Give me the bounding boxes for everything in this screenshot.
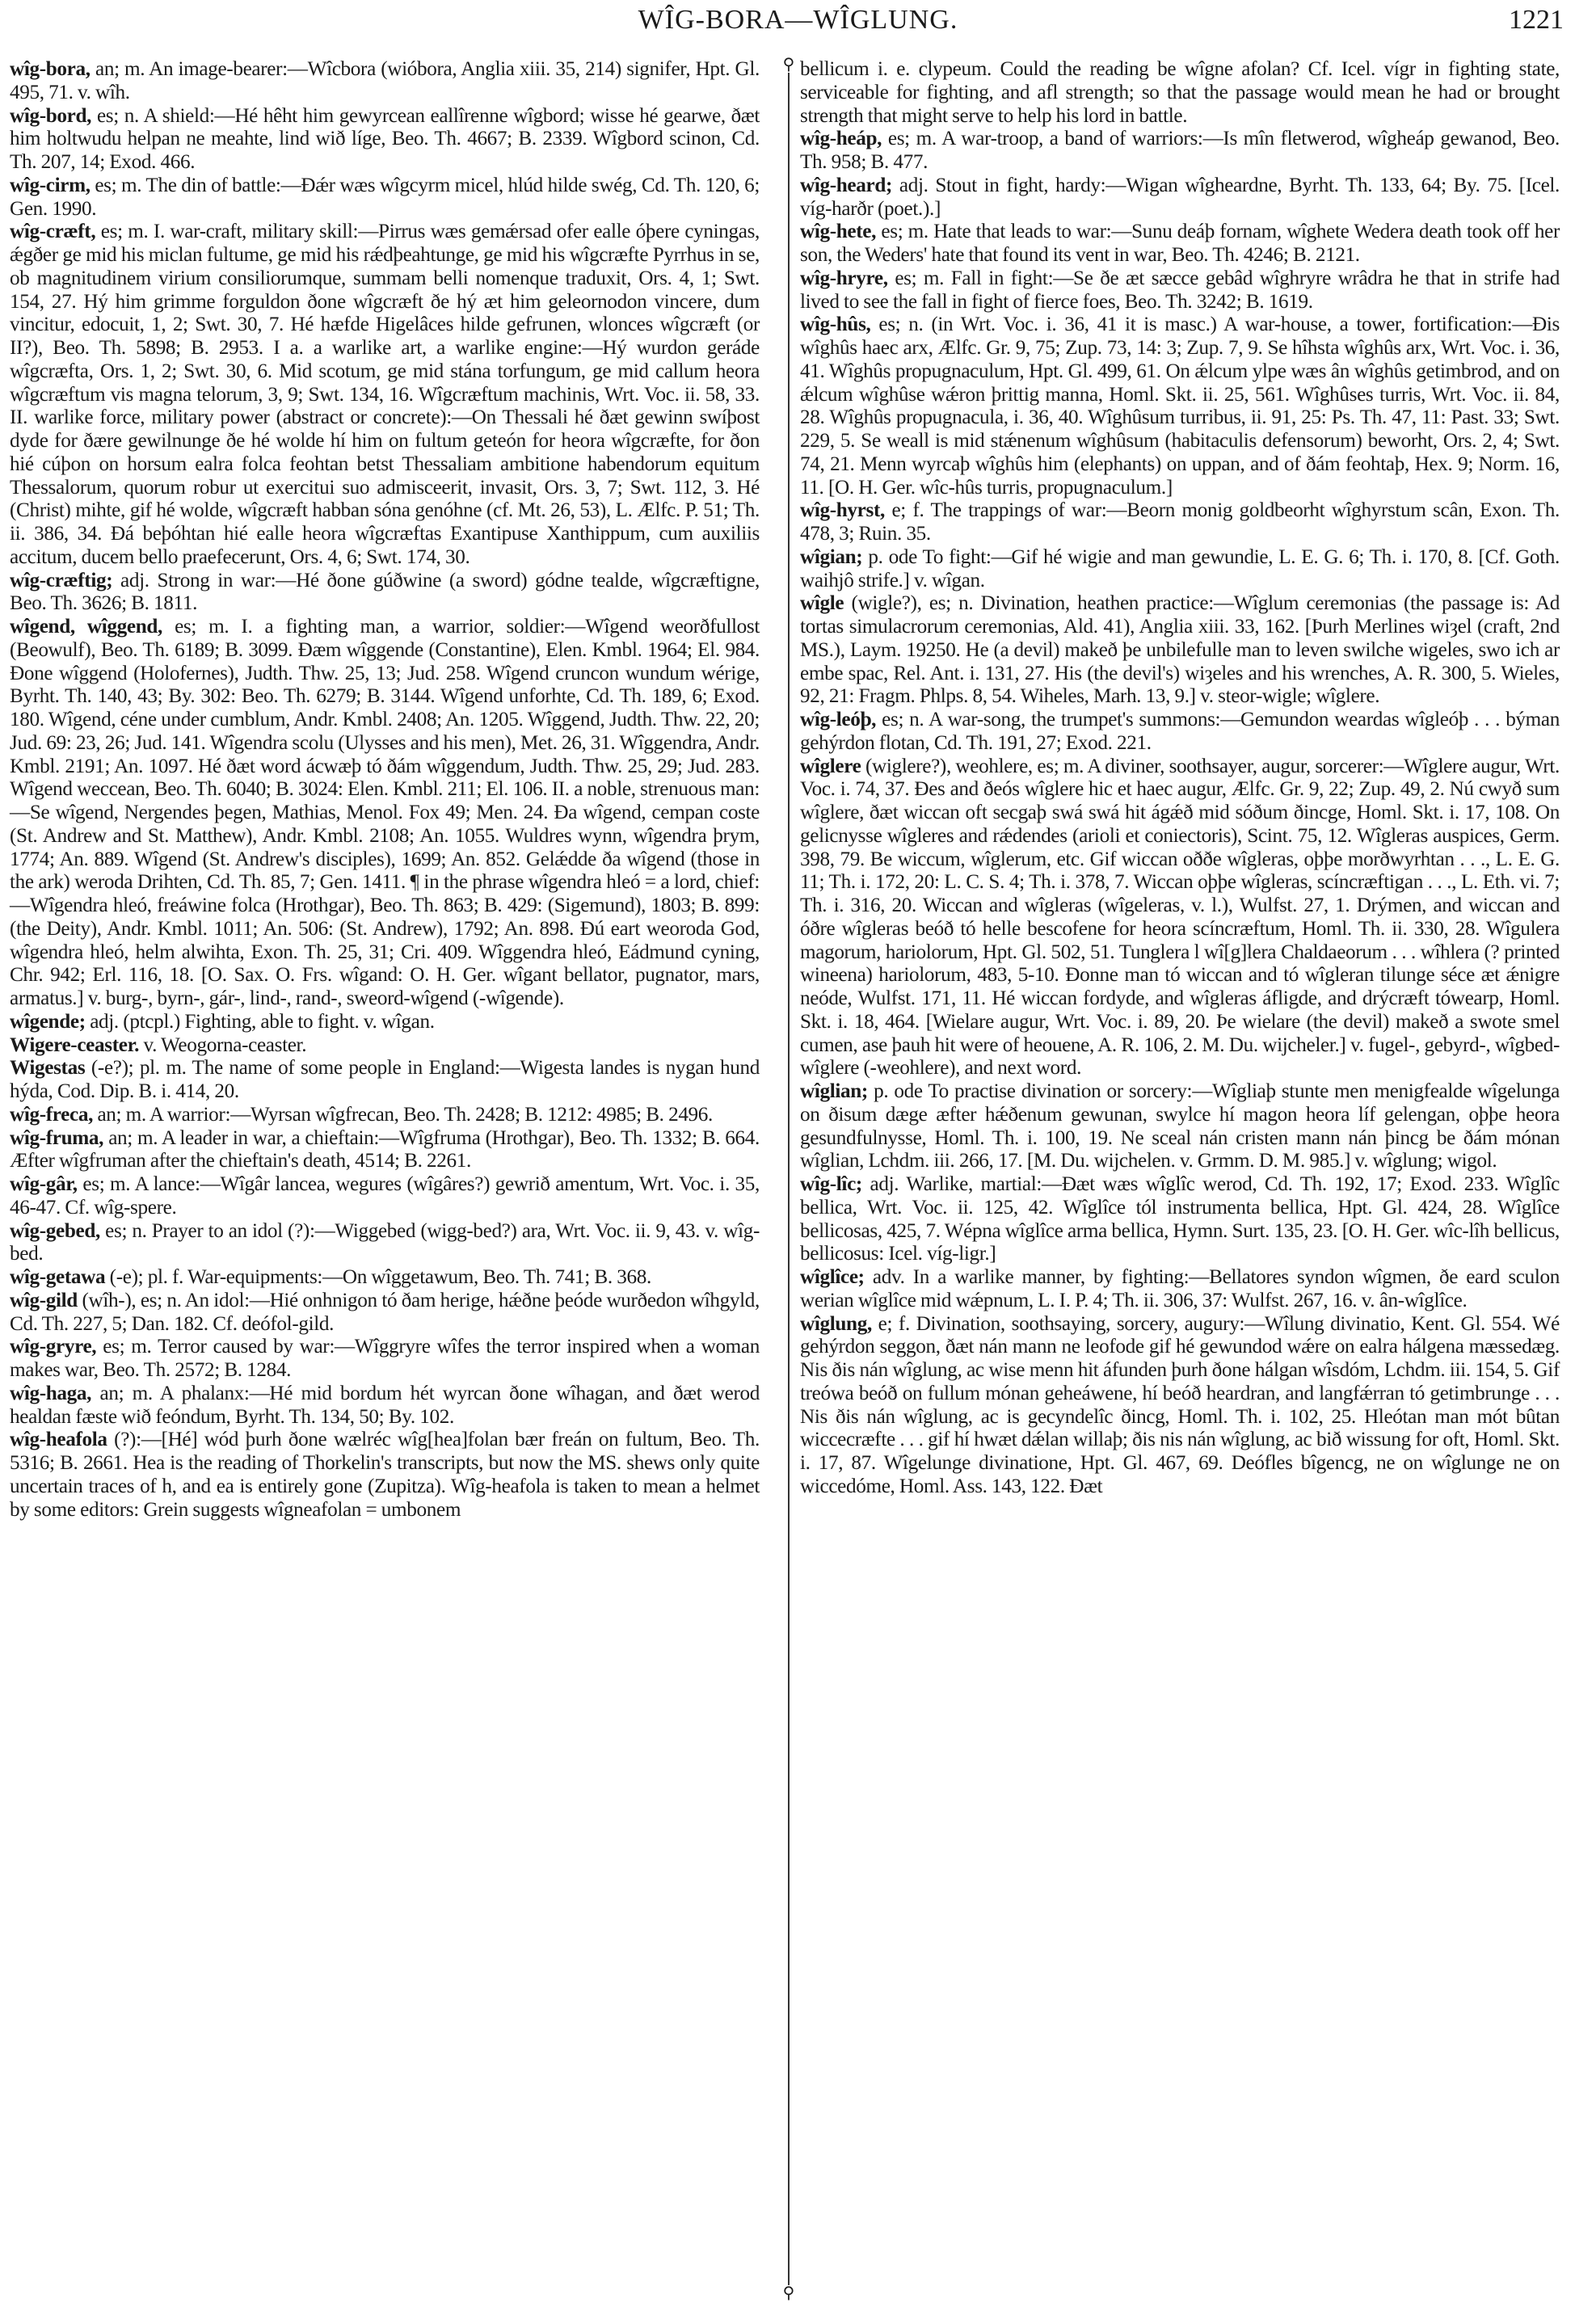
headword: wîg-heard;	[800, 174, 893, 196]
entry-body: (wigle?), es; n. Divination, heathen practice:—Wîglum ceremonias (the passage is: Ad tortas simulacrorum ceremonias, Ald. 41), Anglia xiii. 33, 162. [Þurh Merlines wiȝel (craft, 2nd MS.), Laym. 19250. He (a devil) makeð þe unbilefulle man to leven swilche wigeles, swo ich ar embe spac, Rel. Ant. i. 131, 27. His (the devil's) wiȝeles and his wrenches, A. R. 300, 5. Wieles, 92, 21: Fragm. Phlps. 8, 54. Wiheles, Marh. 13, 9.] v. steor-wigle; wîglere.	[800, 592, 1560, 708]
entry-body: (wîh-), es; n. An idol:—Hié onhnigon tó ðam herige, hǽðne þeóde wurðedon wîhgyld, Cd. Th. 227, 5; Dan. 182. Cf. deófol-gild.	[10, 1289, 760, 1335]
entry-body: e; f. The trappings of war:—Beorn monig goldbeorht wîghyrstum scân, Exon. Th. 478, 3; Ruin. 35.	[800, 499, 1560, 545]
headword: wîgian;	[800, 545, 863, 568]
entry-body: v. Weogorna-ceaster.	[139, 1033, 307, 1056]
headword: wîg-lîc;	[800, 1173, 862, 1195]
entry-body: (-e?); pl. m. The name of some people in England:—Wigesta landes is nygan hund hýda, Cod. Dip. B. i. 414, 20.	[10, 1057, 760, 1102]
headword: wîgle	[800, 592, 844, 615]
dictionary-entry	[800, 592, 1560, 709]
entry-body: es; n. A shield:—Hé hêht him gewyrcean eallîrenne wîgbord; wisse hé gearwe, ðæt him holtwudu helpan ne meahte, lind wið líge, Beo. Th. 4667; B. 2339. Wîgbord scinon, Cd. Th. 207, 14; Exod. 466.	[10, 104, 760, 173]
headword: wîg-bord,	[10, 104, 92, 127]
entry-body: p. ode To fight:—Gif hé wigie and man gewundie, L. E. G. 6; Th. i. 170, 8. [Cf. Goth. waihjô strife.] v. wîgan.	[800, 545, 1560, 591]
dictionary-entry	[10, 1336, 760, 1383]
dictionary-entry	[800, 221, 1560, 267]
entry-body: an; m. A warrior:—Wyrsan wîgfrecan, Beo. Th. 2428; B. 1212: 4985; B. 2496.	[93, 1103, 713, 1126]
headword: wîg-heáp,	[800, 128, 882, 150]
entry-body: bellicum i. e. clypeum. Could the reading be wîgne afolan? Cf. Icel. vígr in fighting state, serviceable for fighting, and afl strength; so that the passage would mean he had or brought strength that might serve to help his lord in battle.	[800, 58, 1560, 127]
headword: wîg-gebed,	[10, 1219, 100, 1242]
headword: wîg-fruma,	[10, 1126, 104, 1149]
dictionary-entry	[10, 1290, 760, 1337]
headword: wîgend, wîggend,	[10, 616, 162, 638]
page-header	[0, 5, 1596, 45]
dictionary-entry	[10, 58, 760, 105]
dictionary-entry	[800, 128, 1560, 175]
headword: wîg-cræft,	[10, 221, 96, 243]
entry-body: es; m. Fall in fight:—Se ðe æt sæcce gebâd wîghryre wrâdra he that in strife had lived to see the fall in fight of fierce foes, Beo. Th. 3242; B. 1619.	[800, 267, 1560, 313]
dictionary-entry	[10, 221, 760, 569]
entry-body: adj. (ptcpl.) Fighting, able to fight. v. wîgan.	[85, 1010, 435, 1033]
headword: wîg-haga,	[10, 1382, 92, 1404]
dictionary-entry	[10, 1220, 760, 1267]
dictionary-entry	[10, 616, 760, 1011]
entry-body: an; m. A phalanx:—Hé mid bordum hét wyrcan ðone wîhagan, and ðæt werod healdan fæste wið feóndum, Byrht. Th. 134, 50; By. 102.	[10, 1382, 760, 1428]
divider-bottom-ornament-icon: ⚲	[781, 2285, 797, 2301]
headword: wîg-hûs,	[800, 314, 871, 336]
dictionary-entry	[800, 58, 1560, 128]
dictionary-entry	[800, 314, 1560, 499]
dictionary-entry	[10, 105, 760, 175]
headword: wîg-hyrst,	[800, 499, 885, 522]
entry-body: es; m. A lance:—Wîgâr lancea, wegures (wîgâres?) gewrið amentum, Wrt. Voc. i. 35, 46-47. Cf. wîg-spere.	[10, 1173, 760, 1219]
headword: Wigere-ceaster.	[10, 1033, 140, 1056]
dictionary-entry	[800, 1080, 1560, 1173]
dictionary-entry	[10, 570, 760, 617]
dictionary-entry	[10, 1266, 760, 1290]
entry-body: es; n. (in Wrt. Voc. i. 36, 41 it is masc.) A war-house, a tower, fortification:—Ðis wîghûs haec arx, Ælfc. Gr. 9, 75; Zup. 73, 14: 3; Zup. 7, 9. Se hîhsta wîghûs arx, Wrt. Voc. i. 36, 41. Wîghûs propugnaculum, Hpt. Gl. 499, 61. On ǽlcum ylpe wæs ân wîghûs getimbrod, and on ǽlcum wîghûse wǽron þrittig manna, Homl. Skt. ii. 25, 561. Wîghûses turris, Wrt. Voc. ii. 84, 28. Wîghûs propugnacula, i. 36, 40. Wîghûsum turribus, ii. 91, 25: Ps. Th. 47, 11: Past. 33; Swt. 229, 5. Se weall is mid stǽnenum wîghûsum (habitaculis defensorum) beworht, Ors. 2, 4; Swt. 74, 21. Menn wyrcaþ wîghûs him (elephants) on uppan, and of ðám feohtaþ, Hex. 9; Norm. 16, 11. [O. H. Ger. wîc-hûs turris, propugnaculum.]	[800, 314, 1560, 499]
dictionary-entry	[800, 1173, 1560, 1266]
dictionary-entry	[10, 1383, 760, 1429]
entry-body: es; m. A war-troop, a band of warriors:—Is mîn fletwerod, wîgheáp gewanod, Beo. Th. 958; B. 477.	[800, 128, 1560, 173]
headword: wîg-cirm,	[10, 174, 91, 196]
headword: wîg-gryre,	[10, 1336, 97, 1358]
headword: wîg-freca,	[10, 1103, 94, 1126]
entry-body: es; m. I. a fighting man, a warrior, soldier:—Wîgend weorðfullost (Beowulf), Beo. Th. 6189; B. 3099. Ðæm wîggende (Constantine), Elen. Kmbl. 1964; El. 984. Ðone wîggend (Holofernes), Judth. Thw. 25, 13; Jud. 258. Wîgend cruncon wundum wérige, Byrht. Th. 140, 43; By. 302: Beo. Th. 6279; B. 3144. Wîgend unforhte, Cd. Th. 189, 6; Exod. 180. Wîgend, céne under cumblum, Andr. Kmbl. 2408; An. 1205. Wîggend, Judth. Thw. 22, 20; Jud. 69: 23, 26; Jud. 141. Wîgendra scolu (Ulysses and his men), Met. 26, 31. Wîggendra, Andr. Kmbl. 2191; An. 1097. Hé ðæt word ácwæþ tó ðám wîggendum, Judth. Thw. 25, 29; Jud. 283. Wîgend weccean, Beo. Th. 6040; B. 3024: Elen. Kmbl. 211; El. 106. II. a noble, strenuous man:—Se wîgend, Nergendes þegen, Mathias, Menol. Fox 49; Men. 24. Ða wîgend, cempan coste (St. Andrew and St. Matthew), Andr. Kmbl. 2108; An. 1055. Wuldres wynn, wîgendra þrym, 1774; An. 889. Wîgend (St. Andrew's disciples), 1699; An. 852. Gelǽdde ða wîgend (those in the ark) weroda Drihten, Cd. Th. 85, 7; Gen. 1411. ¶ in the phrase wîgendra hleó = a lord, chief:—Wîgendra hleó, freáwine folca (Hrothgar), Beo. Th. 863; B. 429: (Sigemund), 1803; B. 899: (the Deity), Andr. Kmbl. 1011; An. 506: (St. Andrew), 1792; An. 898. Ðú eart weoroda God, wîgendra hleó, helm alwihta, Exon. Th. 25, 31; Cri. 409. Wîggendra hleó, Eádmund cyning, Chr. 942; Erl. 116, 18. [O. Sax. O. Frs. wîgand: O. H. Ger. wîgant bellator, pugnator, mars, armatus.] v. burg-, byrn-, gár-, lind-, rand-, sweord-wîgend (-wîgende).	[10, 616, 760, 1009]
dictionary-entry	[800, 546, 1560, 593]
dictionary-entry	[10, 1104, 760, 1127]
entry-body: an; m. A leader in war, a chieftain:—Wîgfruma (Hrothgar), Beo. Th. 1332; B. 664. Æfter wîgfruman after the chieftain's death, 4514; B. 2261.	[10, 1126, 760, 1172]
entry-body: (-e); pl. f. War-equipments:—On wîggetawum, Beo. Th. 741; B. 368.	[105, 1266, 651, 1288]
page-number: 1221	[1509, 5, 1564, 35]
headword: wîg-bora,	[10, 58, 91, 80]
dictionary-entry	[800, 1266, 1560, 1313]
headword: wîg-heafola	[10, 1429, 107, 1451]
left-column	[10, 58, 760, 1522]
headword: wîg-hryre,	[800, 267, 888, 289]
dictionary-entry	[10, 175, 760, 221]
entry-body: es; m. The din of battle:—Ðǽr wæs wîgcyrm micel, hlúd hilde swég, Cd. Th. 120, 6; Gen. 1990.	[10, 174, 760, 220]
entry-body: an; m. An image-bearer:—Wîcbora (wióbora, Anglia xiii. 35, 214) signifer, Hpt. Gl. 495, 71. v. wîh.	[10, 58, 760, 103]
entry-body: adj. Stout in fight, hardy:—Wigan wîgheardne, Byrht. Th. 133, 64; By. 75. [Icel. víg-harðr (poet.).]	[800, 174, 1560, 220]
headword: wîglere	[800, 755, 861, 777]
entry-body: es; m. I. war-craft, military skill:—Pirrus wæs gemǽrsad ofer ealle óþere cyningas, ǽgðer ge mid his miclan fultume, ge mid his rǽdþeahtunge, ge mid his wîgcræfte Pyrrhus in se, ob magnitudinem virium consiliorumque, summam belli nomenque traduxit, Ors. 4, 1; Swt. 154, 27. Hý him grimme forguldon ðone wîgcræft ðe hý æt him geleornodon vincere, dum vincitur, edocuit, 1, 2; Swt. 30, 7. Hé hæfde Higelâces hilde gefrunen, wlonces wîgcræft (or II?), Beo. Th. 5898; B. 2953. I a. a warlike art, a warlike engine:—Hý wurdon geráde wîgcræfta, Ors. 1, 2; Swt. 30, 6. Mid scotum, ge mid stána torfungum, ge mid callum heora wîgcræftum vis magna telorum, 3, 9; Swt. 134, 16. Wîgcræftum machinis, Wrt. Voc. ii. 58, 33. II. warlike force, military power (abstract or concrete):—On Thessali hé ðæt gewinn swíþost dyde for ðære gewilnunge ðe hé wolde hí him on fultum geteón for heora wîgcræfte, for ðon hié cúþon on horsum ealra folca feohtan betst Thessaliam ambitione habendorum equitum Thessalorum, quorum robur ut exercitui suo admisceerit, invasit, Ors. 3, 7; Swt. 112, 3. Hé (Christ) mihte, gif hé wolde, wîgcræft habban sóna genóhne (cf. Mt. 26, 53), L. Ælfc. P. 51; Th. ii. 386, 34. Ðá beþóhtan hié ealle heora wîgcræftas Exantipuse Xanthippum, cum auxiliis accitum, ducem bello praefecerunt, Ors. 4, 6; Swt. 174, 30.	[10, 221, 760, 568]
entry-body: (?):—[Hé] wód þurh ðone wælréc wîg[hea]folan bær freán on fultum, Beo. Th. 5316; B. 2661. Hea is the reading of Thorkelin's transcripts, but now the MS. shews only quite uncertain traces of h, and ea is entirely gone (Zupitza). Wîg-heafola is taken to mean a helmet by some editors: Grein suggests wîgneafolan = umbonem	[10, 1429, 760, 1521]
headword: wîg-gâr,	[10, 1173, 78, 1195]
headword: wîg-leóþ,	[800, 709, 877, 730]
headword: wîg-hete,	[800, 221, 877, 243]
headword: wîglian;	[800, 1080, 868, 1102]
entry-body: es; n. A war-song, the trumpet's summons:—Gemundon weardas wîgleóþ . . . býman gehýrdon flotan, Cd. Th. 191, 27; Exod. 221.	[800, 709, 1560, 754]
dictionary-entry	[800, 175, 1560, 221]
entry-body: e; f. Divination, soothsaying, sorcery, augury:—Wîlung divinatio, Kent. Gl. 554. Wé gehýrdon seggon, ðæt nán mann ne leofode gif hé gewundod wǽre on ealra hálgena mæssedæg. Nis ðis nán wîglung, ac wise menn hit áfunden þurh ðone hálgan wîsdóm, Lchdm. iii. 154, 5. Gif treówa beóð on fullum mónan geheáwene, hí beóð heardran, and langfǽrran tó getimbrunge . . . Nis ðis nán wîglung, ac is gecyndelîc ðincg, Homl. Th. i. 102, 25. Hleótan man mót bûtan wiccecræfte . . . gif hí hwæt dǽlan willaþ; ðis nis nán wîglung, ac bið wissung for oft, Homl. Skt. i. 17, 87. Wîgelunge divinatione, Hpt. Gl. 467, 69. Deófles bîgencg, ne on wîglunge ne on wiccedóme, Homl. Ass. 143, 122. Ðæt	[800, 1312, 1560, 1497]
headword: wîg-gild	[10, 1289, 78, 1311]
headword: Wigestas	[10, 1057, 86, 1080]
dictionary-entry	[10, 1034, 760, 1058]
headword: wîglung,	[800, 1312, 872, 1335]
dictionary-entry	[800, 499, 1560, 546]
dictionary-entry	[10, 1429, 760, 1522]
entry-body: adj. Strong in war:—Hé ðone gúðwine (a sword) gódne tealde, wîgcræftigne, Beo. Th. 3626; B. 1811.	[10, 569, 760, 615]
headword: wîg-cræftig;	[10, 569, 113, 591]
entry-body: adj. Warlike, martial:—Ðæt wæs wîglîc werod, Cd. Th. 192, 17; Exod. 233. Wîglîc bellica, Wrt. Voc. ii. 125, 42. Wîglîce tól instrumenta bellica, Hpt. Gl. 424, 28. Wîglîce bellicosas, 425, 7. Wépna wîglîce arma bellica, Hymn. Surt. 135, 23. [O. H. Ger. wîc-lîh bellicus, bellicosus: Icel. víg-ligr.]	[800, 1173, 1560, 1265]
entry-body: es; n. Prayer to an idol (?):—Wiggebed (wigg-bed?) ara, Wrt. Voc. ii. 9, 43. v. wîg-bed.	[10, 1219, 760, 1265]
entry-body: (wiglere?), weohlere, es; m. A diviner, soothsayer, augur, sorcerer:—Wîglere augur, Wrt. Voc. i. 74, 37. Ðes and ðeós wîglere hic et haec augur, Ælfc. Gr. 9, 22; Zup. 49, 2. Nú cwyð sum wîglere, ðæt wiccan oft secgaþ swá swá hit ágǽð mid sóðum ðincge, Homl. Skt. i. 17, 108. On gelicnysse wîgleres and rǽdendes (arioli et coniectoris), Scint. 75, 12. Wîgleras auspices, Germ. 398, 79. Be wiccum, wîglerum, etc. Gif wiccan oððe wîgleras, oþþe morðwyrhtan . . ., L. E. G. 11; Th. i. 172, 20: L. C. S. 4; Th. i. 378, 7. Wiccan oþþe wîgleras, scíncræftigan . . ., L. Eth. vi. 7; Th. i. 316, 20. Wiccan and wîgleras (wîgeleras, v. l.), Wulfst. 27, 1. Drýmen, and wiccan and óðre wîgleras beóð tó helle bescofene for heora scíncræftum, Homl. Th. ii. 330, 28. Wîgulera magorum, hariolorum, Hpt. Gl. 502, 51. Tunglera l wî[g]lera Chaldaeorum . . . wîhlera (? printed wineena) hariolorum, 483, 5-10. Ðonne man tó wiccan and tó wîgleran tilunge séce æt ǽnigre neóde, Wulfst. 171, 11. Hé wiccan fordyde, and wîgleras áfligde, and drýcræft tówearp, Homl. Skt. i. 18, 464. [Wielare augur, Wrt. Voc. i. 89, 20. Þe wielare (the devil) makeð a swote smel cumen, ase þauh hit were of heouene, A. R. 106, 2. M. Du. wijcheler.] v. fugel-, gebyrd-, wîgbed-wîglere (-weohlere), and next word.	[800, 755, 1560, 1080]
dictionary-entry	[10, 1173, 760, 1220]
dictionary-entry	[800, 1313, 1560, 1499]
entry-body: es; m. Terror caused by war:—Wîggryre wîfes the terror inspired when a woman makes war, Beo. Th. 2572; B. 1284.	[10, 1336, 760, 1381]
dictionary-entry	[800, 267, 1560, 314]
entry-body: adv. In a warlike manner, by fighting:—Bellatores syndon wîgmen, ðe eard sculon werian wîglîce mid wǽpnum, L. I. P. 4; Th. ii. 306, 37: Wulfst. 267, 16. v. ân-wîglîce.	[800, 1266, 1560, 1311]
column-divider	[788, 65, 790, 2295]
entry-body: p. ode To practise divination or sorcery:—Wîgliaþ stunte men menigfealde wîgelunga on ðisum dæge æfter hǽðenum gewunan, swylce hí magon heora líf gelengan, oþþe heora gesundfulnysse, Homl. Th. i. 100, 19. Ne sceal nán cristen mann nán þincg be ðám mónan wîglian, Lchdm. iii. 266, 17. [M. Du. wijchelen. v. Grmm. D. M. 985.] v. wîglung; wigol.	[800, 1080, 1560, 1172]
headword: wîgende;	[10, 1010, 86, 1033]
headword: wîglîce;	[800, 1266, 865, 1288]
dictionary-entry	[10, 1057, 760, 1104]
dictionary-entry	[800, 756, 1560, 1081]
dictionary-entry	[10, 1011, 760, 1034]
dictionary-entry	[10, 1127, 760, 1174]
entry-body: es; m. Hate that leads to war:—Sunu deáþ fornam, wîghete Wedera death took off her son, the Weders' hate that found its vent in war, Beo. Th. 4246; B. 2121.	[800, 221, 1560, 266]
right-column	[800, 58, 1560, 1499]
divider-top-ornament-icon: ⚲	[781, 57, 797, 73]
running-title: WÎG-BORA—WÎGLUNG.	[638, 5, 958, 35]
dictionary-entry	[800, 709, 1560, 756]
headword: wîg-getawa	[10, 1266, 106, 1288]
